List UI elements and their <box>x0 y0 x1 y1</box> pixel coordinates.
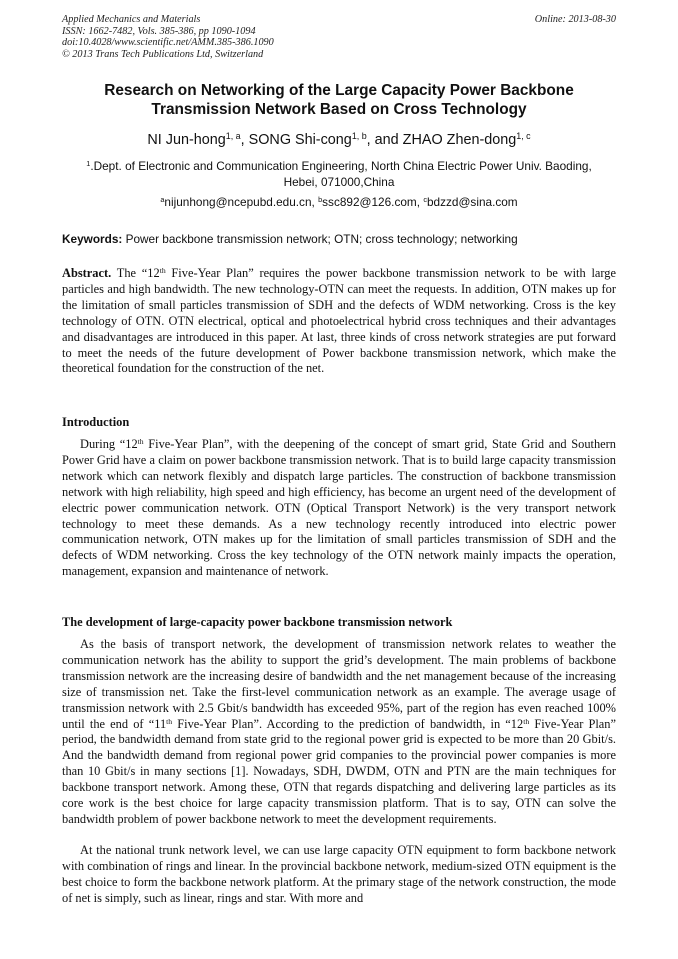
issn-line: ISSN: 1662-7482, Vols. 385-386, pp 1090-1094 <box>62 25 256 37</box>
author-2: , SONG Shi-cong <box>240 132 352 148</box>
email-list <box>62 195 616 210</box>
dev-sup-1: th <box>166 716 173 726</box>
abstract-text-1: The “12 <box>111 266 160 280</box>
email-c-sup: c <box>423 194 427 204</box>
author-1: NI Jun-hong <box>147 132 226 148</box>
intro-text-2: Five-Year Plan”, with the deepening of the concept of smart grid, State Grid and Southern Power Grid have a claim on power backbone transmission network. That is to build large capacity transmission network which can network flexibly and dispatch large particles. The construction of backbone transmission network with high reliability, high speed and high efficiency, has become an urgent need of the development of electric power communication network. OTN (Optical Transport Network) is the very transport network technology to meet these demands. As a new technology recently introduced into electric power communication network, OTN makes up for the limitation of small particles transmission of SDH and the defects of WDM networking. Cross the key technology of the OTN network mainly impacts the operation, management, expansion and maintenance of network. <box>62 437 616 579</box>
author-list <box>62 131 616 149</box>
keywords-text: Power backbone transmission network; OTN; cross technology; networking <box>122 232 518 246</box>
keywords <box>62 232 616 247</box>
introduction-paragraph <box>62 437 616 580</box>
abstract-sup: th <box>159 265 166 275</box>
running-header <box>62 14 616 60</box>
abstract <box>62 266 616 377</box>
dev-sup-2: th <box>523 716 530 726</box>
abstract-text-2: Five-Year Plan” requires the power backbone transmission network to be with large particles and high bandwidth. The new technology-OTN can meet the requests. In addition, OTN makes up for the limitation of small particles transmission of SDH and the defects of WDM networking. Cross is the key technology of OTN. OTN electrical, optical and photoelectrical hybrid cross techniques and their advantages and disadvantages are introduced in this paper. At last, three kinds of cross network strategies are put forward to meet the needs of the future development of Power backbone transmission network, which make the theoretical foundation for the construction of the net. <box>62 266 616 376</box>
intro-sup: th <box>137 436 144 446</box>
paper-title <box>62 82 616 119</box>
title-line-2: Transmission Network Based on Cross Technology <box>151 100 527 118</box>
keywords-label: Keywords: <box>62 232 123 246</box>
section-heading-development: The development of large-capacity power backbone transmission network <box>62 615 453 629</box>
dev-text-2: Five-Year Plan”. According to the prediction of bandwidth, in “12 <box>172 716 524 731</box>
journal-name: Applied Mechanics and Materials <box>62 14 201 25</box>
dev-text-3: Five-Year Plan” period, the bandwidth demand from state grid to the regional power grid is expected to be more than 20 Gbit/s. And the bandwidth demand from regional power grid companies to the provincial power companies is more than 10 Gbit/s in many sections [1]. Nowadays, SDH, DWDM, OTN and PTN are the main techniques for backbone transport network. Among these, OTN that regards dispatching and delivering large particles as its core work is the best choice for large capacity transmission platform. That is to say, OTN can solve the bandwidth problem of power backbone network to meet the development requirements. <box>62 716 617 826</box>
author-3-sup: 1, c <box>516 131 531 142</box>
author-1-sup: 1, a <box>225 131 241 142</box>
dev-text-1: As the basis of transport network, the development of transmission network relates to weather the communication network has the ability to support the grid’s development. The main problems of backbone transmission network are the increasing desire of bandwidth and the net management because of the increasing size of transmission net. Take the first-level communication network as an example. The average usage of transmission network with 2.5 Gbit/s bandwidth has exceeded 95%, part of the region has even reached 100% until the end of “11 <box>62 637 616 731</box>
copyright-line: © 2013 Trans Tech Publications Ltd, Switzerland <box>62 48 264 60</box>
affiliation-line-1: .Dept. of Electronic and Communication Engineering, North China Electric Power Univ. Baoding, <box>90 159 592 173</box>
email-a[interactable]: nijunhong@ncepubd.edu.cn, <box>164 195 315 209</box>
development-paragraph-1 <box>62 637 616 828</box>
email-a-sup: a <box>160 194 165 204</box>
affiliation <box>62 159 616 190</box>
email-b-sup: b <box>318 194 323 204</box>
affiliation-sup: 1 <box>86 158 91 168</box>
abstract-label: Abstract. <box>62 266 112 280</box>
section-heading-introduction: Introduction <box>62 415 130 429</box>
intro-text-1: During “12 <box>80 437 138 451</box>
email-b[interactable]: ssc892@126.com, <box>322 195 421 209</box>
author-2-sup: 1, b <box>351 131 367 142</box>
development-paragraph-2: At the national trunk network level, we can use large capacity OTN equipment to form backbone network with combination of rings and linear. In the provincial backbone network, medium-sized OTN equipment is the best choice to form the backbone network platform. At the primary stage of the network construction, the mode of net is simply, such as linear, rings and star. With more and <box>62 843 616 905</box>
affiliation-line-2: Hebei, 071000,China <box>283 174 395 189</box>
title-line-1: Research on Networking of the Large Capacity Power Backbone <box>104 82 574 99</box>
online-date: Online: 2013-08-30 <box>534 14 616 25</box>
doi-line: doi:10.4028/www.scientific.net/AMM.385-386.1090 <box>62 37 274 49</box>
author-3: , and ZHAO Zhen-dong <box>366 132 517 148</box>
email-c[interactable]: bdzzd@sina.com <box>426 195 518 209</box>
